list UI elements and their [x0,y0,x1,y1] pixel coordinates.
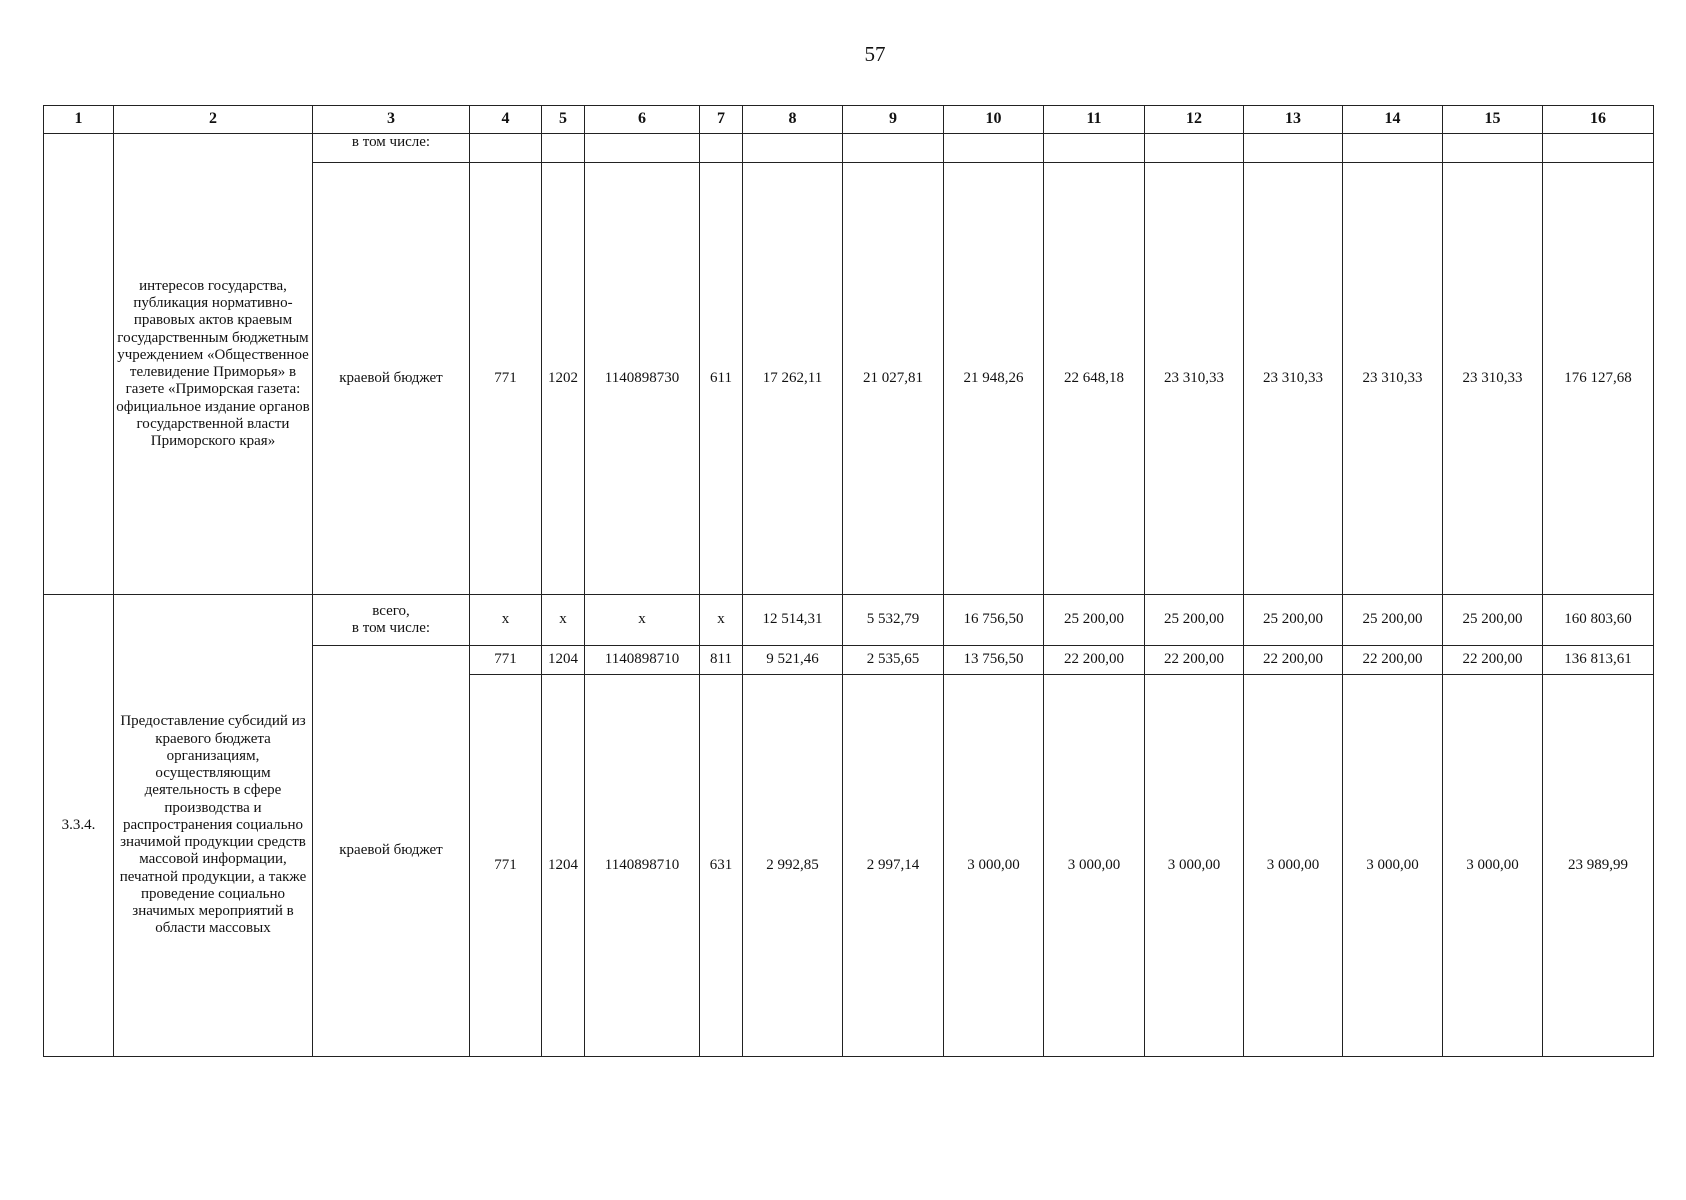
table-cell [1044,134,1145,163]
funding-source: краевой бюджет [313,163,470,595]
table-cell: x [700,595,743,646]
table-cell: 1140898710 [585,646,700,675]
table-cell: 22 200,00 [1145,646,1244,675]
col-header: 5 [542,106,585,134]
table-cell: 16 756,50 [944,595,1044,646]
col-header: 1 [44,106,114,134]
table-cell: 3 000,00 [1145,675,1244,1057]
table-cell: 771 [470,646,542,675]
table-cell: x [542,595,585,646]
col-header: 3 [313,106,470,134]
table-row [44,134,1654,163]
funding-source: всего, в том числе: [313,595,470,646]
table-cell: 22 200,00 [1244,646,1343,675]
table-cell [1543,134,1654,163]
table-cell: 1140898730 [585,163,700,595]
table-cell: 1202 [542,163,585,595]
table-cell: 1204 [542,646,585,675]
table-cell: 176 127,68 [1543,163,1654,595]
row-number-cell [44,134,114,595]
header-row [44,106,1654,134]
table-cell: 5 532,79 [843,595,944,646]
table-cell [1443,134,1543,163]
table-cell: 23 310,33 [1244,163,1343,595]
table-cell: 1204 [542,675,585,1057]
table-cell [1145,134,1244,163]
table-cell: 3 000,00 [1343,675,1443,1057]
table-cell: 25 200,00 [1244,595,1343,646]
table-cell: 22 200,00 [1343,646,1443,675]
budget-table [43,105,1654,1057]
col-header: 12 [1145,106,1244,134]
table-cell [1244,134,1343,163]
table-cell: 21 027,81 [843,163,944,595]
table-cell [1343,134,1443,163]
table-cell: 17 262,11 [743,163,843,595]
funding-source: краевой бюджет [313,646,470,1057]
table-cell: 771 [470,163,542,595]
col-header: 16 [1543,106,1654,134]
table-cell: 3 000,00 [1044,675,1145,1057]
table-cell [944,134,1044,163]
table-cell: 771 [470,675,542,1057]
table-cell: 23 989,99 [1543,675,1654,1057]
table-cell [743,134,843,163]
table-cell: 23 310,33 [1343,163,1443,595]
table-cell: 3 000,00 [944,675,1044,1057]
table-cell [542,134,585,163]
table-cell: 611 [700,163,743,595]
row-number-cell: 3.3.4. [44,595,114,1057]
page-number: 57 [864,42,886,66]
col-header: 9 [843,106,944,134]
table-cell: 25 200,00 [1044,595,1145,646]
table-cell [585,134,700,163]
measure-description: интересов государства, публикация нормативно-правовых актов краевым государственным бюджетным учреждением «Общественное телевидение Приморья» в газете «Приморская газета: официальное издание органов государственной власти Приморского края» [114,134,313,595]
table-cell: 9 521,46 [743,646,843,675]
table-cell: 23 310,33 [1443,163,1543,595]
col-header: 10 [944,106,1044,134]
col-header: 7 [700,106,743,134]
table-cell: 25 200,00 [1443,595,1543,646]
table-cell: 21 948,26 [944,163,1044,595]
table-cell: 22 200,00 [1044,646,1145,675]
table-cell: 136 813,61 [1543,646,1654,675]
table-cell: 1140898710 [585,675,700,1057]
table-cell: 631 [700,675,743,1057]
table-row [44,595,1654,646]
table-cell: 2 992,85 [743,675,843,1057]
table-cell [700,134,743,163]
table-cell: x [470,595,542,646]
measure-description: Предоставление субсидий из краевого бюджета организациям, осуществляющим деятельность в сфере производства и распространения социально значимой продукции средств массовой информации, печатной продукции, а также проведение социально значимых мероприятий в области массовых [114,595,313,1057]
table-cell: 13 756,50 [944,646,1044,675]
col-header: 14 [1343,106,1443,134]
table-cell [843,134,944,163]
table-cell: 160 803,60 [1543,595,1654,646]
funding-source: в том числе: [313,134,470,163]
col-header: 8 [743,106,843,134]
table-cell: 811 [700,646,743,675]
table-cell: 12 514,31 [743,595,843,646]
col-header: 2 [114,106,313,134]
table-cell: 25 200,00 [1343,595,1443,646]
col-header: 4 [470,106,542,134]
col-header: 15 [1443,106,1543,134]
table-cell: 22 200,00 [1443,646,1543,675]
table-cell [470,134,542,163]
table-cell: 3 000,00 [1443,675,1543,1057]
col-header: 11 [1044,106,1145,134]
table-cell: 2 535,65 [843,646,944,675]
col-header: 13 [1244,106,1343,134]
table-cell: 22 648,18 [1044,163,1145,595]
table-cell: x [585,595,700,646]
col-header: 6 [585,106,700,134]
table-cell: 2 997,14 [843,675,944,1057]
table-cell: 23 310,33 [1145,163,1244,595]
table-cell: 3 000,00 [1244,675,1343,1057]
table-cell: 25 200,00 [1145,595,1244,646]
